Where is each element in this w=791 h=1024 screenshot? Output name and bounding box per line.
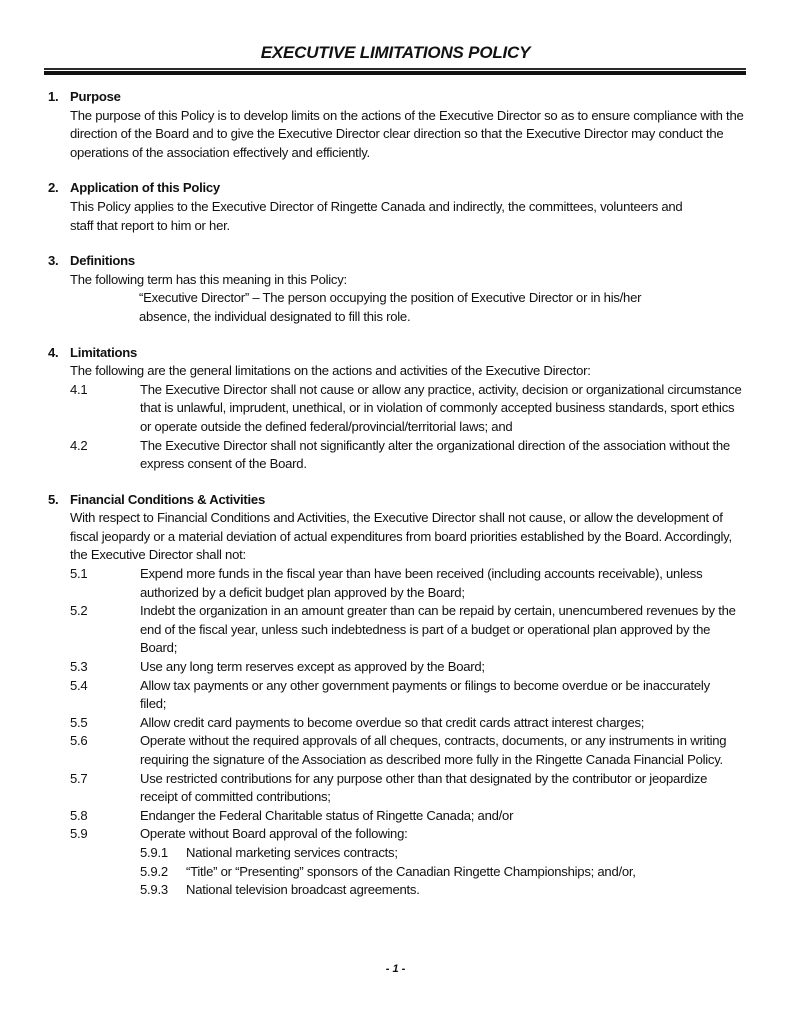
item-text: Operate without Board approval of the following: <box>140 826 408 842</box>
sub-item-number: 5.9.1 <box>140 844 168 860</box>
item-number: 5.9 <box>70 826 88 842</box>
section-body: With respect to Financial Conditions and Activities, the Executive Director shall not cause, or allow the development of fiscal jeopardy or a material deviation of actual expenditures from board priorities established by the Board. Accordingly, the Executive Director shall not: <box>70 510 732 563</box>
item-text: Operate without the required approvals of all cheques, contracts, documents, or any instruments in writing requiring the signature of the Association as described more fully in the Ringette Canada Financial Policy. <box>140 733 727 767</box>
section-title: Limitations <box>70 344 138 360</box>
section-limitations <box>48 344 748 474</box>
title-rule-thick <box>44 71 746 75</box>
item-number: 5.5 <box>70 714 88 730</box>
item-number: 5.4 <box>70 677 88 693</box>
item-text: The Executive Director shall not significantly alter the organizational direction of the association without the express consent of the Board. <box>140 437 730 472</box>
section-body: The following term has this meaning in this Policy: <box>70 271 347 287</box>
title-rule-thin <box>44 68 746 70</box>
section-heading <box>48 252 748 271</box>
document-title: EXECUTIVE LIMITATIONS POLICY <box>260 43 531 62</box>
section-title: Financial Conditions & Activities <box>70 491 265 507</box>
sub-item-number: 5.9.2 <box>140 863 168 879</box>
list-item <box>48 565 748 602</box>
section-body: This Policy applies to the Executive Director of Ringette Canada and indirectly, the committees, volunteers and staff that report to him or her. <box>70 198 683 233</box>
item-number: 5.1 <box>70 566 88 582</box>
item-number: 5.3 <box>70 659 88 675</box>
document-content <box>48 88 748 917</box>
list-item <box>48 770 748 807</box>
section-heading <box>48 179 748 198</box>
section-heading <box>48 88 748 107</box>
item-text: Allow credit card payments to become overdue so that credit cards attract interest charges; <box>140 714 645 730</box>
item-number: 4.2 <box>70 437 88 453</box>
item-number: 5.7 <box>70 770 88 786</box>
item-text: Allow tax payments or any other government payments or filings to become overdue or be inaccurately filed; <box>140 677 710 712</box>
section-purpose <box>48 88 748 162</box>
section-title: Purpose <box>70 89 121 104</box>
definition-executive-director: “Executive Director” – The person occupying the position of Executive Director or in his/her absence, the individual designated to fill this role. <box>139 290 642 324</box>
section-number: 1. <box>48 89 59 104</box>
item-text: Use any long term reserves except as approved by the Board; <box>140 659 485 675</box>
list-item <box>48 714 748 733</box>
item-number: 5.8 <box>70 807 88 823</box>
sub-item-text: National television broadcast agreements. <box>186 882 420 898</box>
sub-item-text: “Title” or “Presenting” sponsors of the Canadian Ringette Championships; and/or, <box>186 863 636 879</box>
sub-list-item <box>48 863 748 882</box>
item-text: The Executive Director shall not cause or allow any practice, activity, decision or organizational circumstance that is unlawful, imprudent, unethical, or in violation of commonly accepted business standards, sport ethics or operate outside the defined federal/provincial/territorial laws; and <box>140 381 742 434</box>
item-number: 4.1 <box>70 381 88 397</box>
item-number: 5.6 <box>70 733 88 749</box>
section-financial <box>48 491 748 900</box>
list-item <box>48 437 748 474</box>
list-item <box>48 658 748 677</box>
section-number: 3. <box>48 253 59 269</box>
section-number: 2. <box>48 180 59 196</box>
item-text: Use restricted contributions for any purpose other than that designated by the contributor or jeopardize receipt of committed contributions; <box>140 770 708 805</box>
page-number: - 1 - <box>385 963 406 975</box>
section-number: 5. <box>48 491 59 507</box>
section-title: Application of this Policy <box>70 180 220 196</box>
sub-list-item <box>48 844 748 863</box>
section-title: Definitions <box>70 253 135 269</box>
item-text: Endanger the Federal Charitable status of Ringette Canada; and/or <box>140 807 514 823</box>
item-text: Indebt the organization in an amount greater than can be repaid by certain, unencumbered revenues by the end of the fiscal year, unless such indebtedness is part of a budget or operational plan approved by the Board; <box>140 603 736 656</box>
section-body: The following are the general limitations on the actions and activities of the Executive Director: <box>70 363 591 379</box>
list-item <box>48 825 748 844</box>
item-number: 5.2 <box>70 603 88 619</box>
sub-list-item <box>48 881 748 900</box>
section-heading <box>48 344 748 363</box>
list-item <box>48 602 748 658</box>
list-item <box>48 381 748 437</box>
section-definitions <box>48 252 748 326</box>
section-number: 4. <box>48 344 59 360</box>
list-item <box>48 677 748 714</box>
section-body: The purpose of this Policy is to develop limits on the actions of the Executive Director so as to ensure compliance with the direction of the Board and to give the Executive Director clear direction so that the Executive Director may conduct the operations of the association effectively and efficiently. <box>70 107 744 160</box>
item-text: Expend more funds in the fiscal year than have been received (including accounts receivable), unless authorized by a deficit budget plan approved by the Board; <box>140 566 703 600</box>
list-item <box>48 807 748 826</box>
list-item <box>48 732 748 769</box>
section-heading <box>48 491 748 510</box>
section-application <box>48 179 748 235</box>
sub-item-text: National marketing services contracts; <box>186 844 398 860</box>
sub-item-number: 5.9.3 <box>140 882 168 898</box>
